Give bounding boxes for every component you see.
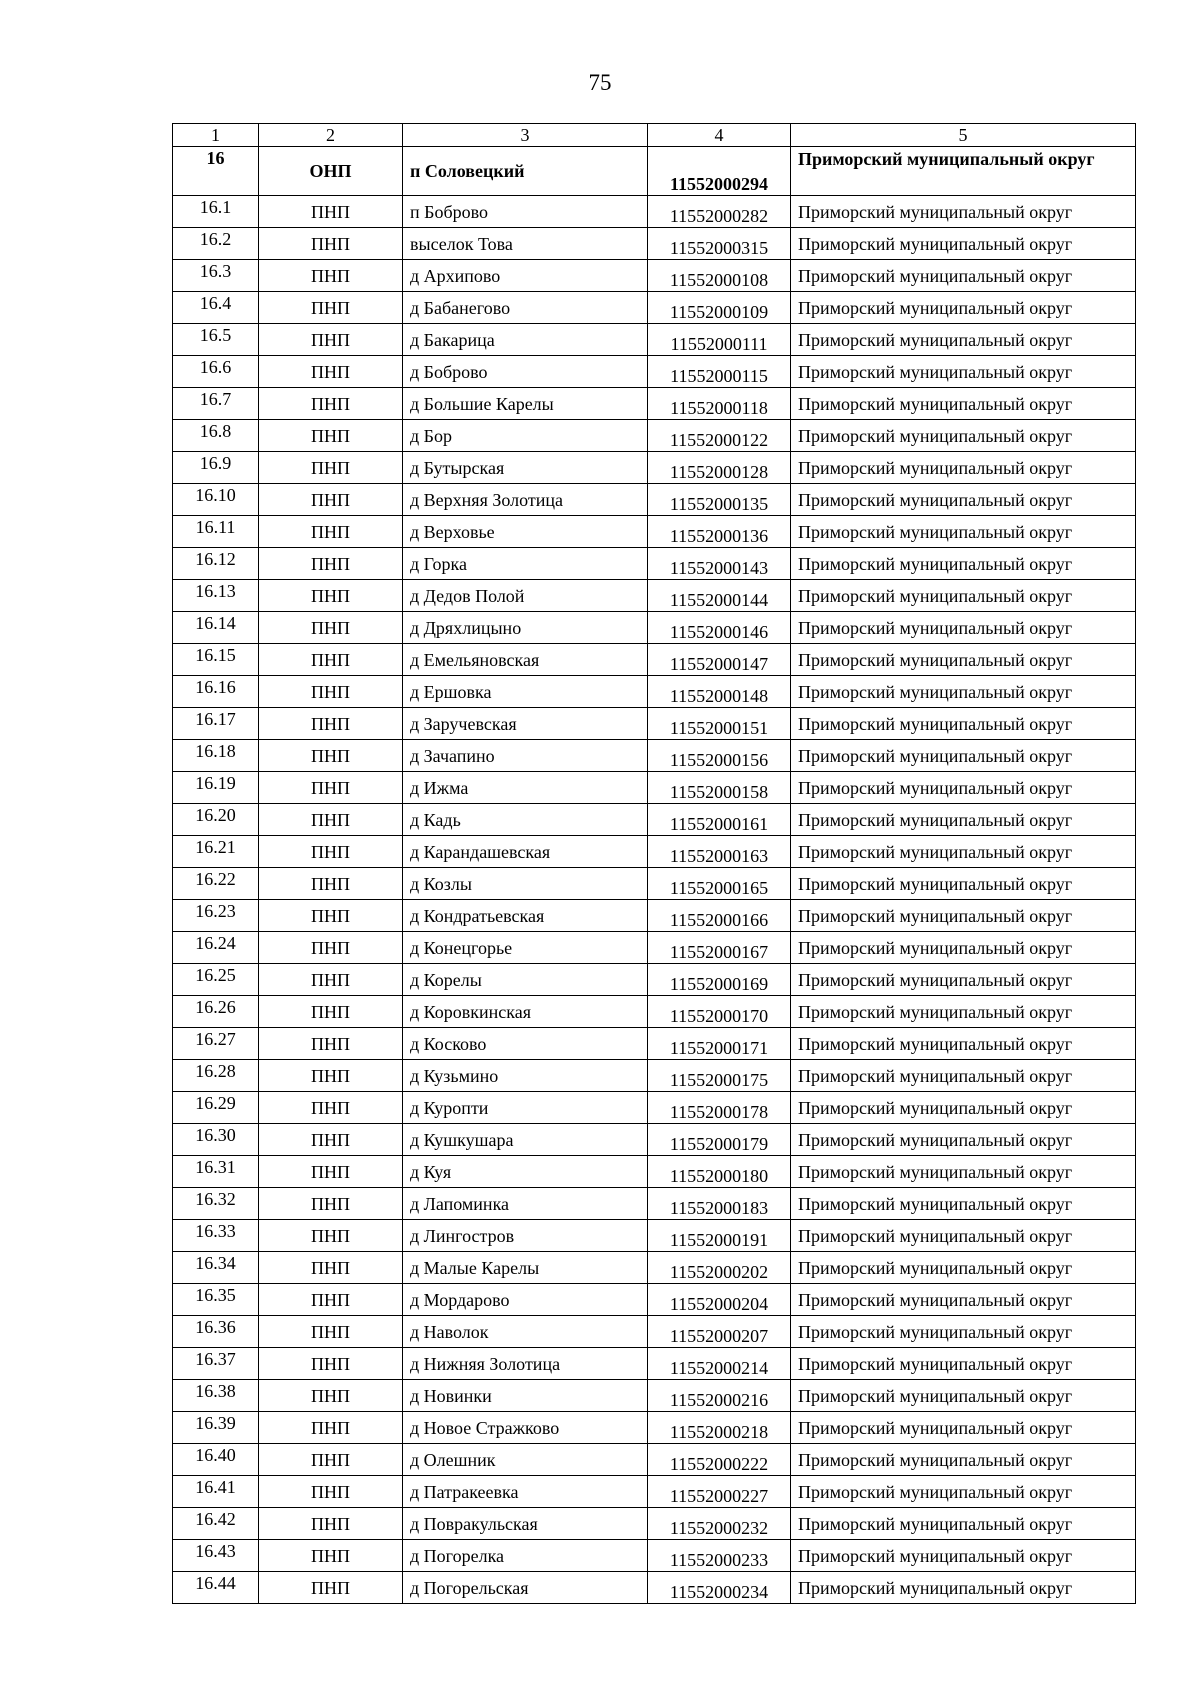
table-row — [173, 228, 1136, 260]
row-number: 16.40 — [173, 1444, 259, 1476]
row-number: 16.30 — [173, 1124, 259, 1156]
row-district: Приморский муниципальный округ — [791, 292, 1136, 324]
table-row — [173, 356, 1136, 388]
row-type: ПНП — [259, 740, 403, 772]
row-district: Приморский муниципальный округ — [791, 1124, 1136, 1156]
row-code: 11552000202 — [648, 1252, 791, 1284]
row-code: 11552000222 — [648, 1444, 791, 1476]
row-type: ПНП — [259, 1348, 403, 1380]
row-code: 11552000169 — [648, 964, 791, 996]
row-district: Приморский муниципальный округ — [791, 452, 1136, 484]
row-district: Приморский муниципальный округ — [791, 1220, 1136, 1252]
row-code: 11552000108 — [648, 260, 791, 292]
row-type: ПНП — [259, 1476, 403, 1508]
row-name: д Заручевская — [403, 708, 648, 740]
row-district: Приморский муниципальный округ — [791, 484, 1136, 516]
table-row — [173, 932, 1136, 964]
row-code: 11552000282 — [648, 196, 791, 228]
row-type: ПНП — [259, 1540, 403, 1572]
table-row — [173, 1028, 1136, 1060]
row-code: 11552000179 — [648, 1124, 791, 1156]
row-number: 16.22 — [173, 868, 259, 900]
row-number: 16.7 — [173, 388, 259, 420]
row-type: ПНП — [259, 388, 403, 420]
row-number: 16.33 — [173, 1220, 259, 1252]
row-name: д Емельяновская — [403, 644, 648, 676]
row-type: ПНП — [259, 1092, 403, 1124]
table-row — [173, 1508, 1136, 1540]
row-district: Приморский муниципальный округ — [791, 1060, 1136, 1092]
row-district: Приморский муниципальный округ — [791, 612, 1136, 644]
row-code: 11552000122 — [648, 420, 791, 452]
row-type: ПНП — [259, 580, 403, 612]
row-number: 16.20 — [173, 804, 259, 836]
row-type: ПНП — [259, 1444, 403, 1476]
row-type: ПНП — [259, 964, 403, 996]
row-number: 16.5 — [173, 324, 259, 356]
row-name: д Новое Стражково — [403, 1412, 648, 1444]
row-name: д Бор — [403, 420, 648, 452]
group-name: п Соловецкий — [403, 147, 648, 196]
table-row — [173, 708, 1136, 740]
table-row — [173, 452, 1136, 484]
table-row — [173, 772, 1136, 804]
row-district: Приморский муниципальный округ — [791, 324, 1136, 356]
row-number: 16.17 — [173, 708, 259, 740]
table-row — [173, 1444, 1136, 1476]
row-number: 16.41 — [173, 1476, 259, 1508]
row-code: 11552000118 — [648, 388, 791, 420]
row-type: ПНП — [259, 196, 403, 228]
group-district: Приморский муниципальный округ — [791, 147, 1136, 196]
row-number: 16.4 — [173, 292, 259, 324]
table-row — [173, 1124, 1136, 1156]
page-number: 75 — [588, 70, 612, 95]
table-row — [173, 836, 1136, 868]
row-code: 11552000191 — [648, 1220, 791, 1252]
row-number: 16.31 — [173, 1156, 259, 1188]
row-number: 16.25 — [173, 964, 259, 996]
row-number: 16.14 — [173, 612, 259, 644]
row-code: 11552000161 — [648, 804, 791, 836]
row-number: 16.29 — [173, 1092, 259, 1124]
table-row — [173, 420, 1136, 452]
table-row — [173, 548, 1136, 580]
row-type: ПНП — [259, 1156, 403, 1188]
row-district: Приморский муниципальный округ — [791, 1156, 1136, 1188]
row-district: Приморский муниципальный округ — [791, 708, 1136, 740]
row-number: 16.1 — [173, 196, 259, 228]
row-name: д Дряхлицыно — [403, 612, 648, 644]
row-district: Приморский муниципальный округ — [791, 1476, 1136, 1508]
row-code: 11552000233 — [648, 1540, 791, 1572]
row-code: 11552000204 — [648, 1284, 791, 1316]
table-row — [173, 580, 1136, 612]
row-name: д Нижняя Золотица — [403, 1348, 648, 1380]
column-number: 2 — [259, 124, 403, 147]
row-type: ПНП — [259, 1412, 403, 1444]
row-district: Приморский муниципальный округ — [791, 1444, 1136, 1476]
row-name: д Архипово — [403, 260, 648, 292]
row-name: д Кушкушара — [403, 1124, 648, 1156]
row-code: 11552000165 — [648, 868, 791, 900]
row-type: ПНП — [259, 804, 403, 836]
table-row — [173, 1220, 1136, 1252]
row-code: 11552000135 — [648, 484, 791, 516]
table-row — [173, 1060, 1136, 1092]
row-name: д Боброво — [403, 356, 648, 388]
row-code: 11552000128 — [648, 452, 791, 484]
row-number: 16.10 — [173, 484, 259, 516]
row-number: 16.34 — [173, 1252, 259, 1284]
row-district: Приморский муниципальный округ — [791, 260, 1136, 292]
table-row — [173, 900, 1136, 932]
row-code: 11552000183 — [648, 1188, 791, 1220]
table-row — [173, 1316, 1136, 1348]
row-code: 11552000109 — [648, 292, 791, 324]
column-number-row — [173, 124, 1136, 147]
row-code: 11552000171 — [648, 1028, 791, 1060]
row-number: 16.37 — [173, 1348, 259, 1380]
row-code: 11552000216 — [648, 1380, 791, 1412]
row-type: ПНП — [259, 644, 403, 676]
row-district: Приморский муниципальный округ — [791, 1540, 1136, 1572]
row-name: д Бабанегово — [403, 292, 648, 324]
row-name: д Наволок — [403, 1316, 648, 1348]
row-code: 11552000180 — [648, 1156, 791, 1188]
table-row — [173, 260, 1136, 292]
table-row — [173, 804, 1136, 836]
row-code: 11552000143 — [648, 548, 791, 580]
row-code: 11552000156 — [648, 740, 791, 772]
row-type: ПНП — [259, 932, 403, 964]
row-name: д Бутырская — [403, 452, 648, 484]
row-district: Приморский муниципальный округ — [791, 932, 1136, 964]
row-district: Приморский муниципальный округ — [791, 516, 1136, 548]
row-name: д Ижма — [403, 772, 648, 804]
row-type: ПНП — [259, 324, 403, 356]
row-district: Приморский муниципальный округ — [791, 420, 1136, 452]
row-type: ПНП — [259, 516, 403, 548]
table-row — [173, 1188, 1136, 1220]
row-name: д Большие Карелы — [403, 388, 648, 420]
group-number: 16 — [173, 147, 259, 196]
row-name: д Дедов Полой — [403, 580, 648, 612]
row-name: д Куя — [403, 1156, 648, 1188]
row-number: 16.13 — [173, 580, 259, 612]
row-district: Приморский муниципальный округ — [791, 676, 1136, 708]
table-row — [173, 1348, 1136, 1380]
row-type: ПНП — [259, 1220, 403, 1252]
row-district: Приморский муниципальный округ — [791, 740, 1136, 772]
table-row — [173, 388, 1136, 420]
row-name: д Повракульская — [403, 1508, 648, 1540]
row-district: Приморский муниципальный округ — [791, 356, 1136, 388]
row-number: 16.38 — [173, 1380, 259, 1412]
row-number: 16.12 — [173, 548, 259, 580]
row-type: ПНП — [259, 868, 403, 900]
row-district: Приморский муниципальный округ — [791, 1572, 1136, 1604]
row-type: ПНП — [259, 484, 403, 516]
row-type: ПНП — [259, 228, 403, 260]
row-number: 16.26 — [173, 996, 259, 1028]
row-code: 11552000144 — [648, 580, 791, 612]
row-type: ПНП — [259, 1284, 403, 1316]
row-code: 11552000167 — [648, 932, 791, 964]
table-row — [173, 1284, 1136, 1316]
row-type: ПНП — [259, 1316, 403, 1348]
row-type: ПНП — [259, 452, 403, 484]
row-code: 11552000214 — [648, 1348, 791, 1380]
row-code: 11552000163 — [648, 836, 791, 868]
row-name: д Новинки — [403, 1380, 648, 1412]
row-district: Приморский муниципальный округ — [791, 900, 1136, 932]
row-name: д Кадь — [403, 804, 648, 836]
row-number: 16.2 — [173, 228, 259, 260]
row-code: 11552000111 — [648, 324, 791, 356]
row-name: д Карандашевская — [403, 836, 648, 868]
table-row — [173, 676, 1136, 708]
row-code: 11552000115 — [648, 356, 791, 388]
row-code: 11552000234 — [648, 1572, 791, 1604]
row-district: Приморский муниципальный округ — [791, 196, 1136, 228]
row-district: Приморский муниципальный округ — [791, 1284, 1136, 1316]
row-type: ПНП — [259, 356, 403, 388]
row-district: Приморский муниципальный округ — [791, 1380, 1136, 1412]
row-number: 16.24 — [173, 932, 259, 964]
row-number: 16.3 — [173, 260, 259, 292]
row-code: 11552000147 — [648, 644, 791, 676]
table-row — [173, 964, 1136, 996]
group-row — [173, 147, 1136, 196]
row-name: д Корелы — [403, 964, 648, 996]
group-code: 11552000294 — [648, 147, 791, 196]
row-type: ПНП — [259, 292, 403, 324]
row-number: 16.23 — [173, 900, 259, 932]
table-row — [173, 612, 1136, 644]
row-name: д Лингостров — [403, 1220, 648, 1252]
row-code: 11552000315 — [648, 228, 791, 260]
row-name: д Лапоминка — [403, 1188, 648, 1220]
row-number: 16.28 — [173, 1060, 259, 1092]
row-district: Приморский муниципальный округ — [791, 388, 1136, 420]
row-name: д Погорелка — [403, 1540, 648, 1572]
column-number: 3 — [403, 124, 648, 147]
row-district: Приморский муниципальный округ — [791, 868, 1136, 900]
row-number: 16.39 — [173, 1412, 259, 1444]
table-row — [173, 740, 1136, 772]
row-number: 16.15 — [173, 644, 259, 676]
table-row — [173, 484, 1136, 516]
group-type: ОНП — [259, 147, 403, 196]
row-type: ПНП — [259, 1508, 403, 1540]
row-name: д Верховье — [403, 516, 648, 548]
table-row — [173, 196, 1136, 228]
row-district: Приморский муниципальный округ — [791, 964, 1136, 996]
table-row — [173, 1252, 1136, 1284]
row-name: д Малые Карелы — [403, 1252, 648, 1284]
row-code: 11552000227 — [648, 1476, 791, 1508]
row-number: 16.9 — [173, 452, 259, 484]
row-type: ПНП — [259, 708, 403, 740]
table-row — [173, 1380, 1136, 1412]
row-code: 11552000232 — [648, 1508, 791, 1540]
row-number: 16.44 — [173, 1572, 259, 1604]
row-number: 16.19 — [173, 772, 259, 804]
row-name: п Боброво — [403, 196, 648, 228]
row-code: 11552000207 — [648, 1316, 791, 1348]
row-district: Приморский муниципальный округ — [791, 996, 1136, 1028]
row-name: д Коровкинская — [403, 996, 648, 1028]
table-row — [173, 996, 1136, 1028]
row-name: д Куропти — [403, 1092, 648, 1124]
row-district: Приморский муниципальный округ — [791, 1508, 1136, 1540]
row-code: 11552000178 — [648, 1092, 791, 1124]
table-row — [173, 516, 1136, 548]
settlement-table — [172, 123, 1136, 1604]
row-code: 11552000158 — [648, 772, 791, 804]
row-name: д Косково — [403, 1028, 648, 1060]
row-number: 16.21 — [173, 836, 259, 868]
row-district: Приморский муниципальный округ — [791, 1348, 1136, 1380]
row-district: Приморский муниципальный округ — [791, 804, 1136, 836]
table-row — [173, 292, 1136, 324]
row-district: Приморский муниципальный округ — [791, 1412, 1136, 1444]
row-name: д Кондратьевская — [403, 900, 648, 932]
row-district: Приморский муниципальный округ — [791, 228, 1136, 260]
table-row — [173, 1572, 1136, 1604]
row-district: Приморский муниципальный округ — [791, 548, 1136, 580]
row-type: ПНП — [259, 1380, 403, 1412]
row-name: д Олешник — [403, 1444, 648, 1476]
row-name: д Зачапино — [403, 740, 648, 772]
row-number: 16.36 — [173, 1316, 259, 1348]
row-name: д Козлы — [403, 868, 648, 900]
row-name: д Верхняя Золотица — [403, 484, 648, 516]
row-code: 11552000166 — [648, 900, 791, 932]
row-name: д Бакарица — [403, 324, 648, 356]
row-code: 11552000151 — [648, 708, 791, 740]
row-number: 16.32 — [173, 1188, 259, 1220]
table-row — [173, 324, 1136, 356]
row-district: Приморский муниципальный округ — [791, 644, 1136, 676]
row-type: ПНП — [259, 1124, 403, 1156]
table-row — [173, 868, 1136, 900]
column-number: 5 — [791, 124, 1136, 147]
row-code: 11552000148 — [648, 676, 791, 708]
row-number: 16.43 — [173, 1540, 259, 1572]
row-type: ПНП — [259, 996, 403, 1028]
row-code: 11552000218 — [648, 1412, 791, 1444]
row-number: 16.18 — [173, 740, 259, 772]
row-name: д Погорельская — [403, 1572, 648, 1604]
row-number: 16.35 — [173, 1284, 259, 1316]
row-code: 11552000170 — [648, 996, 791, 1028]
row-name: д Ершовка — [403, 676, 648, 708]
table-row — [173, 1412, 1136, 1444]
column-number: 4 — [648, 124, 791, 147]
row-name: д Конецгорье — [403, 932, 648, 964]
row-number: 16.8 — [173, 420, 259, 452]
row-number: 16.42 — [173, 1508, 259, 1540]
row-type: ПНП — [259, 612, 403, 644]
row-code: 11552000136 — [648, 516, 791, 548]
row-district: Приморский муниципальный округ — [791, 1092, 1136, 1124]
row-code: 11552000146 — [648, 612, 791, 644]
row-district: Приморский муниципальный округ — [791, 1188, 1136, 1220]
row-type: ПНП — [259, 1060, 403, 1092]
row-type: ПНП — [259, 260, 403, 292]
row-district: Приморский муниципальный округ — [791, 1028, 1136, 1060]
row-name: выселок Това — [403, 228, 648, 260]
row-district: Приморский муниципальный округ — [791, 1252, 1136, 1284]
row-name: д Кузьмино — [403, 1060, 648, 1092]
row-type: ПНП — [259, 900, 403, 932]
row-type: ПНП — [259, 1028, 403, 1060]
row-number: 16.6 — [173, 356, 259, 388]
row-district: Приморский муниципальный округ — [791, 580, 1136, 612]
row-district: Приморский муниципальный округ — [791, 1316, 1136, 1348]
row-number: 16.16 — [173, 676, 259, 708]
row-district: Приморский муниципальный округ — [791, 772, 1136, 804]
row-type: ПНП — [259, 676, 403, 708]
table-row — [173, 1476, 1136, 1508]
column-number: 1 — [173, 124, 259, 147]
table-row — [173, 644, 1136, 676]
row-code: 11552000175 — [648, 1060, 791, 1092]
row-district: Приморский муниципальный округ — [791, 836, 1136, 868]
row-number: 16.11 — [173, 516, 259, 548]
table-row — [173, 1092, 1136, 1124]
row-name: д Мордарово — [403, 1284, 648, 1316]
row-type: ПНП — [259, 1188, 403, 1220]
row-number: 16.27 — [173, 1028, 259, 1060]
row-name: д Патракеевка — [403, 1476, 648, 1508]
row-type: ПНП — [259, 548, 403, 580]
row-type: ПНП — [259, 1252, 403, 1284]
row-type: ПНП — [259, 1572, 403, 1604]
row-type: ПНП — [259, 836, 403, 868]
table-row — [173, 1540, 1136, 1572]
row-type: ПНП — [259, 420, 403, 452]
row-type: ПНП — [259, 772, 403, 804]
row-name: д Горка — [403, 548, 648, 580]
table-row — [173, 1156, 1136, 1188]
